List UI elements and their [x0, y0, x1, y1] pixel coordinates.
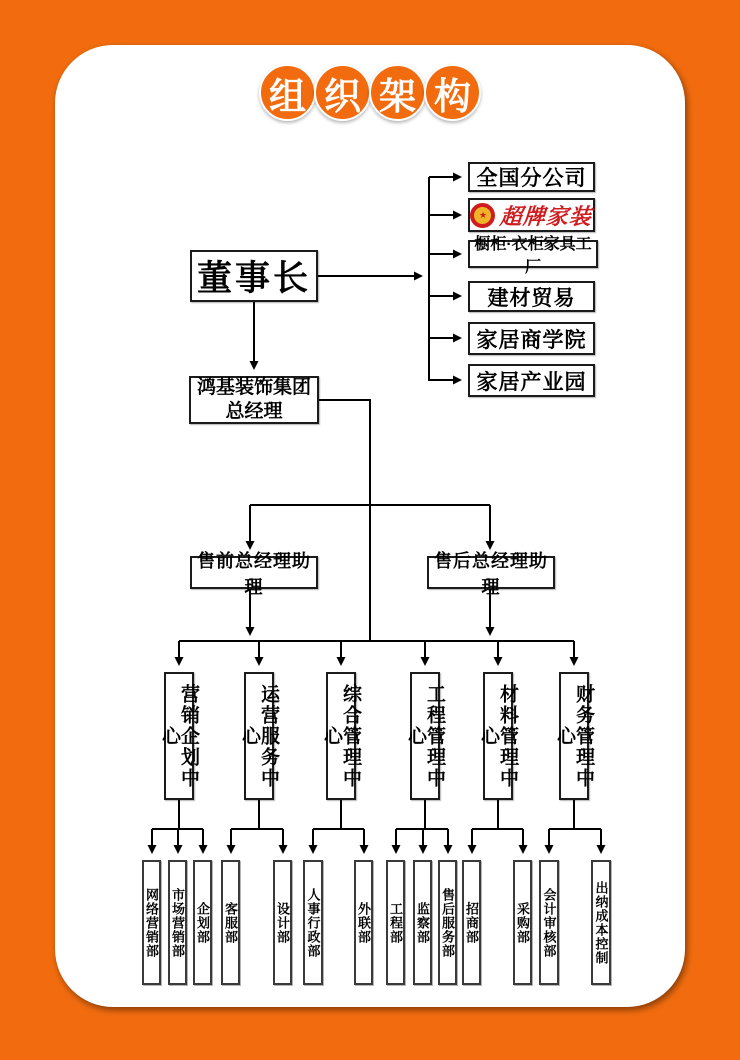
- dept-market-marketing: 市场营销部: [168, 860, 187, 985]
- affiliate-cabinet-factory: 橱柜·衣柜家具工厂: [468, 240, 598, 268]
- dept-design: 设计部: [273, 860, 292, 985]
- affiliate-national-branches: 全国分公司: [468, 162, 595, 192]
- dept-engineering: 工程部: [386, 860, 405, 985]
- page-title: [0, 64, 740, 121]
- affiliate-brand-box: [468, 198, 595, 232]
- chairman-box: 董事长: [190, 250, 318, 302]
- title-char-circle: 构: [424, 64, 481, 121]
- dept-accounting-audit: 会计审核部: [539, 860, 559, 985]
- center-materials-management: 材料管理中心: [483, 672, 513, 800]
- brand-badge-icon: ★: [470, 203, 495, 228]
- dept-hr-admin: 人事行政部: [303, 860, 323, 985]
- general-manager-box: [189, 376, 319, 424]
- center-marketing-planning: 营销企划中心: [164, 672, 194, 800]
- center-operations-service: 运营服务中心: [244, 672, 274, 800]
- dept-cashier-cost-control: 出纳成本控制: [591, 860, 611, 985]
- dept-network-marketing: 网络营销部: [142, 860, 161, 985]
- affiliate-building-materials: 建材贸易: [468, 281, 595, 312]
- dept-planning: 企划部: [193, 860, 212, 985]
- dept-purchasing: 采购部: [513, 860, 532, 985]
- presales-assistant-box: 售前总经理助理: [190, 556, 318, 589]
- dept-aftersales-service: 售后服务部: [438, 860, 457, 985]
- title-char-circle: 架: [369, 64, 426, 121]
- brand-name: 超牌家装: [499, 203, 594, 229]
- affiliate-industrial-park: 家居产业园: [468, 364, 595, 397]
- dept-supervision: 监察部: [413, 860, 432, 985]
- general-manager-line2: 总经理: [225, 401, 283, 422]
- affiliate-business-school: 家居商学院: [468, 322, 595, 355]
- title-char-circle: 织: [314, 64, 371, 121]
- center-finance-management: 财务管理中心: [559, 672, 589, 800]
- title-char-circle: 组: [259, 64, 316, 121]
- aftersales-assistant-box: 售后总经理助理: [427, 556, 555, 589]
- dept-investment: 招商部: [462, 860, 481, 985]
- general-manager-line1: 鸿基装饰集团: [196, 377, 311, 399]
- center-engineering-management: 工程管理中心: [410, 672, 440, 800]
- dept-external-relations: 外联部: [354, 860, 373, 985]
- dept-customer-service: 客服部: [221, 860, 240, 985]
- center-comprehensive-management: 综合管理中心: [326, 672, 356, 800]
